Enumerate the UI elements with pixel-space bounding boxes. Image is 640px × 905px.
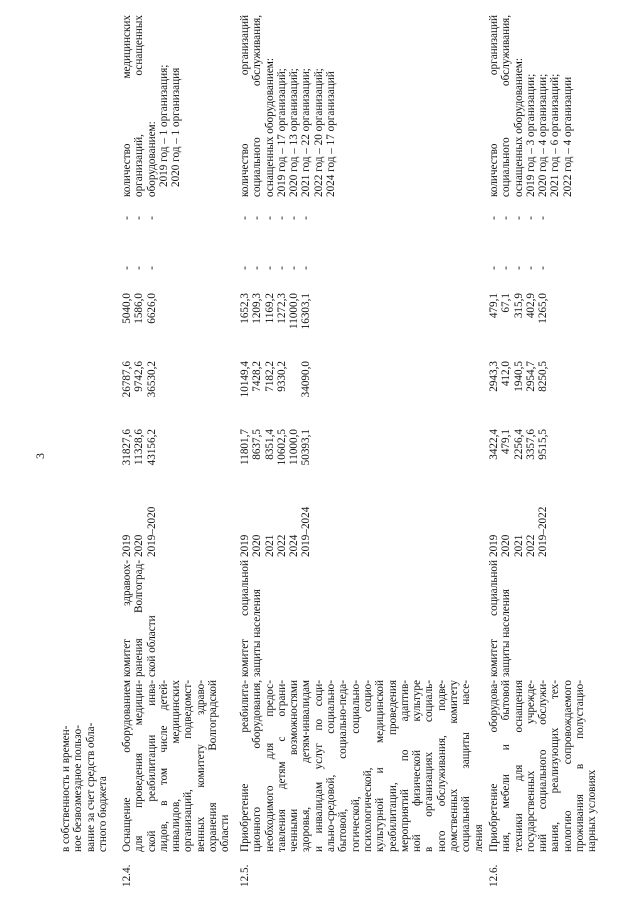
federal-value: 16303,1: [300, 293, 313, 330]
regional-column: [239, 361, 313, 415]
indicator-line: оснащенных оборудованием:: [263, 58, 276, 197]
measure-name-line: нарных условиях: [586, 769, 599, 852]
total-value: 11000,0: [288, 429, 301, 465]
federal-value: 1209,3: [251, 293, 264, 324]
indicator-line: 2019 год – 1 организация;: [157, 64, 170, 187]
executor-line: ской области: [145, 615, 158, 677]
dash-value: -: [288, 216, 301, 220]
other-funding-column-2: [121, 206, 158, 230]
year: 2021: [512, 534, 525, 557]
measure-name-line: ченными возможностями: [288, 680, 301, 852]
dash-value: -: [251, 266, 264, 270]
indicator-line: социального обслуживания,: [500, 15, 513, 197]
dash-value: -: [300, 216, 313, 220]
measure-name-line: ской реабилитации инва-: [145, 680, 158, 852]
row-number: 12.5.: [239, 864, 251, 887]
measure-name-line: нологию сопровождаемого: [561, 680, 574, 852]
year: 2019: [239, 534, 251, 557]
other-funding-column-2: [239, 206, 313, 230]
measure-name-line: Приобретение оборудова-: [488, 680, 500, 852]
indicator-line: 2020 год – 13 организаций;: [288, 68, 301, 197]
other-funding-column-1: [121, 256, 158, 280]
federal-value: 1169,2: [263, 293, 276, 324]
federal-value: 402,9: [524, 293, 537, 319]
measure-name-line: необходимого для предос-: [263, 680, 276, 852]
measure-name-line: культурной и медицинской: [374, 680, 387, 852]
measure-name-line: ной физической культуре: [411, 680, 424, 852]
regional-value: 7428,2: [251, 361, 264, 392]
year: 2019–2022: [537, 506, 550, 557]
measure-name-line: здоровья, детям-инвалидам: [300, 680, 313, 852]
years-column: [121, 491, 158, 557]
row-number: 12.6.: [488, 864, 500, 887]
dash-value: -: [239, 266, 251, 270]
regional-value: 1940,5: [512, 361, 525, 392]
dash-value: -: [145, 266, 158, 270]
measure-name-line: реабилитации, проведения: [386, 680, 399, 852]
dash-value: -: [300, 266, 313, 270]
other-funding-column-2: [488, 206, 549, 230]
federal-value: 479,1: [488, 293, 500, 319]
year: 2022: [275, 534, 288, 557]
years-column: [239, 491, 313, 557]
measure-name-line: охранения Волгоградской: [207, 680, 220, 852]
regional-value: 26787,6: [121, 361, 133, 398]
dash-value: -: [263, 216, 276, 220]
regional-value: 9742,6: [133, 361, 146, 392]
measure-name-line: государственных учрежде-: [524, 680, 537, 852]
indicator-line: 2020 год – 4 организации;: [537, 73, 550, 197]
dash-value: -: [263, 266, 276, 270]
year: 2019–2020: [145, 506, 158, 557]
total-column: [239, 429, 313, 487]
regional-column: [488, 361, 549, 415]
federal-column: [121, 293, 158, 345]
year: 2019–2024: [300, 506, 313, 557]
measure-name-line: бытовой, социально-педа-: [337, 680, 350, 852]
federal-column: [488, 293, 549, 345]
dash-value: -: [500, 266, 513, 270]
indicator: [488, 15, 574, 197]
dash-value: -: [500, 216, 513, 220]
other-funding-column-1: [488, 256, 549, 280]
measure-name-line: венных комитету здраво-: [194, 680, 207, 852]
indicator-line: 2022 год – 4 организации: [561, 76, 574, 197]
continuation-text: [60, 680, 109, 852]
total-value: 8351,4: [263, 429, 276, 460]
indicator: [121, 15, 182, 197]
dash-value: -: [121, 216, 133, 220]
dash-value: -: [512, 266, 525, 270]
dash-value: -: [488, 266, 500, 270]
total-value: 3357,6: [524, 429, 537, 460]
years-column: [488, 491, 549, 557]
measure-name-line: ально-средовой, социально-: [325, 680, 338, 852]
measure-name: [488, 680, 599, 852]
total-value: 3422,4: [488, 429, 500, 460]
measure-name-line: области: [219, 814, 232, 852]
dash-value: -: [537, 216, 550, 220]
executor-line: комитет социальной: [488, 560, 500, 677]
measure-name-line: инвалидов, медицинских: [170, 680, 183, 852]
measure-name-line: мероприятий по адаптив-: [398, 680, 411, 852]
measure-name-line: организаций, подведомст-: [182, 680, 195, 852]
total-value: 10602,5: [275, 429, 288, 466]
indicator-line: оборудованием:: [145, 121, 158, 197]
regional-column: [121, 361, 158, 415]
executor: [239, 560, 264, 677]
federal-value: 6626,0: [145, 293, 158, 324]
measure-name-line: и инвалидам услуг по соци-: [312, 680, 325, 852]
dash-value: -: [239, 216, 251, 220]
federal-value: 1586,0: [133, 293, 146, 324]
indicator-line: 2020 год – 1 организация: [170, 67, 183, 187]
continuation-line: в собственность и времен-: [60, 725, 72, 852]
total-value: 479,1: [500, 429, 513, 455]
total-value: 11328,6: [133, 429, 146, 465]
measure-name-line: домственных комитету: [448, 680, 461, 852]
dash-value: -: [524, 266, 537, 270]
executor-line: защиты населения: [251, 589, 264, 677]
dash-value: -: [251, 216, 264, 220]
indicator-line: 2019 год – 3 организации;: [524, 73, 537, 197]
measure-name-line: проживания в полустацио-: [574, 680, 587, 852]
executor-line: защиты населения: [500, 589, 513, 677]
federal-value: 67,1: [500, 293, 513, 313]
measure-name-line: социальной защиты насе-: [460, 680, 473, 852]
dash-value: -: [524, 216, 537, 220]
indicator-line: оснащенных оборудованием:: [512, 58, 525, 197]
continuation-line: вание за счет средств обла-: [84, 722, 97, 852]
measure-name-line: Оснащение оборудованием: [121, 680, 133, 852]
year: 2020: [251, 534, 264, 557]
measure-name-line: лидов, в том числе детей-: [157, 680, 170, 852]
dash-value: -: [488, 216, 500, 220]
indicator-line: организаций, оснащенных: [133, 15, 146, 197]
indicator-line: количество медицинских: [121, 15, 133, 197]
indicator-line: 2022 год – 20 организаций;: [312, 68, 325, 197]
regional-value: 2954,7: [524, 361, 537, 392]
page-number: 3: [33, 453, 47, 459]
total-value: 9515,5: [537, 429, 550, 460]
continuation-line: ное безвозмездное пользо-: [72, 725, 85, 852]
total-value: 43156,2: [145, 429, 158, 466]
year: 2021: [263, 534, 276, 557]
indicator-line: количество организаций: [239, 15, 251, 197]
dash-value: -: [145, 216, 158, 220]
dash-value: -: [288, 266, 301, 270]
federal-value: 5040,0: [121, 293, 133, 324]
measure-name-line: вания, реализующих тех-: [549, 680, 562, 852]
measure-name-line: техники для оснащения: [512, 680, 525, 852]
regional-value: 36530,2: [145, 361, 158, 398]
executor: [121, 560, 158, 677]
indicator-line: 2021 год – 6 организаций;: [549, 73, 562, 197]
total-value: 8637,5: [251, 429, 264, 460]
federal-value: 1272,3: [275, 293, 288, 324]
regional-value: 10149,4: [239, 361, 251, 398]
measure-name-line: тавления детям с ограни-: [275, 680, 288, 852]
regional-value: 34090,0: [300, 361, 313, 398]
measure-name: [239, 680, 485, 852]
dash-value: -: [133, 266, 146, 270]
executor-line: комитет здравоох-: [121, 560, 133, 677]
measure-name-line: гогической, социально-: [349, 680, 362, 852]
regional-value: 412,0: [500, 361, 513, 387]
regional-value: 7182,2: [263, 361, 276, 392]
regional-value: 8250,5: [537, 361, 550, 392]
indicator-line: 2019 год – 17 организаций;: [275, 68, 288, 197]
dash-value: -: [133, 216, 146, 220]
total-value: 50393,1: [300, 429, 313, 466]
year: 2019: [121, 534, 133, 557]
year: 2020: [133, 534, 146, 557]
total-column: [488, 429, 549, 487]
dash-value: -: [121, 266, 133, 270]
federal-value: 1652,3: [239, 293, 251, 324]
dash-value: -: [275, 266, 288, 270]
total-value: 11801,7: [239, 429, 251, 465]
indicator: [239, 15, 337, 197]
executor: [488, 560, 513, 677]
measure-name-line: ного обслуживания, подве-: [435, 680, 448, 852]
federal-value: 1265,0: [537, 293, 550, 324]
total-column: [121, 429, 158, 487]
year: 2019: [488, 534, 500, 557]
federal-value: 315,9: [512, 293, 525, 319]
total-value: 2256,4: [512, 429, 525, 460]
measure-name: [121, 680, 232, 852]
dash-value: -: [537, 266, 550, 270]
measure-name-line: психологической, социо-: [361, 680, 374, 852]
dash-value: -: [512, 216, 525, 220]
measure-name-line: ний социального обслужи-: [537, 680, 550, 852]
continuation-line: стного бюджета: [96, 776, 109, 852]
federal-column: [239, 293, 313, 345]
regional-value: [288, 361, 300, 415]
year: 2022: [524, 534, 537, 557]
other-funding-column-1: [239, 256, 313, 280]
indicator-line: количество организаций: [488, 15, 500, 197]
year: 2024: [288, 534, 301, 557]
year: 2020: [500, 534, 513, 557]
dash-value: -: [275, 216, 288, 220]
indicator-line: 2021 год – 22 организации;: [300, 68, 313, 197]
measure-name-line: для проведения медицин-: [133, 680, 146, 852]
row-number: 12.4.: [121, 864, 133, 887]
measure-name-line: ления: [472, 824, 485, 852]
regional-value: 2943,3: [488, 361, 500, 392]
measure-name-line: ционного оборудования,: [251, 680, 264, 852]
indicator-line: социального обслуживания,: [251, 15, 264, 197]
measure-name-line: ния, мебели и бытовой: [500, 680, 513, 852]
measure-name-line: Приобретение реабилита-: [239, 680, 251, 852]
measure-name-line: в организациях социаль-: [423, 680, 436, 852]
federal-value: 11000,0: [288, 293, 301, 329]
executor-line: комитет социальной: [239, 560, 251, 677]
indicator-line: 2024 год – 17 организаций: [325, 71, 338, 197]
executor-line: ранения Волгоград-: [133, 560, 146, 677]
total-value: 31827,6: [121, 429, 133, 466]
regional-value: 9330,2: [275, 361, 288, 392]
